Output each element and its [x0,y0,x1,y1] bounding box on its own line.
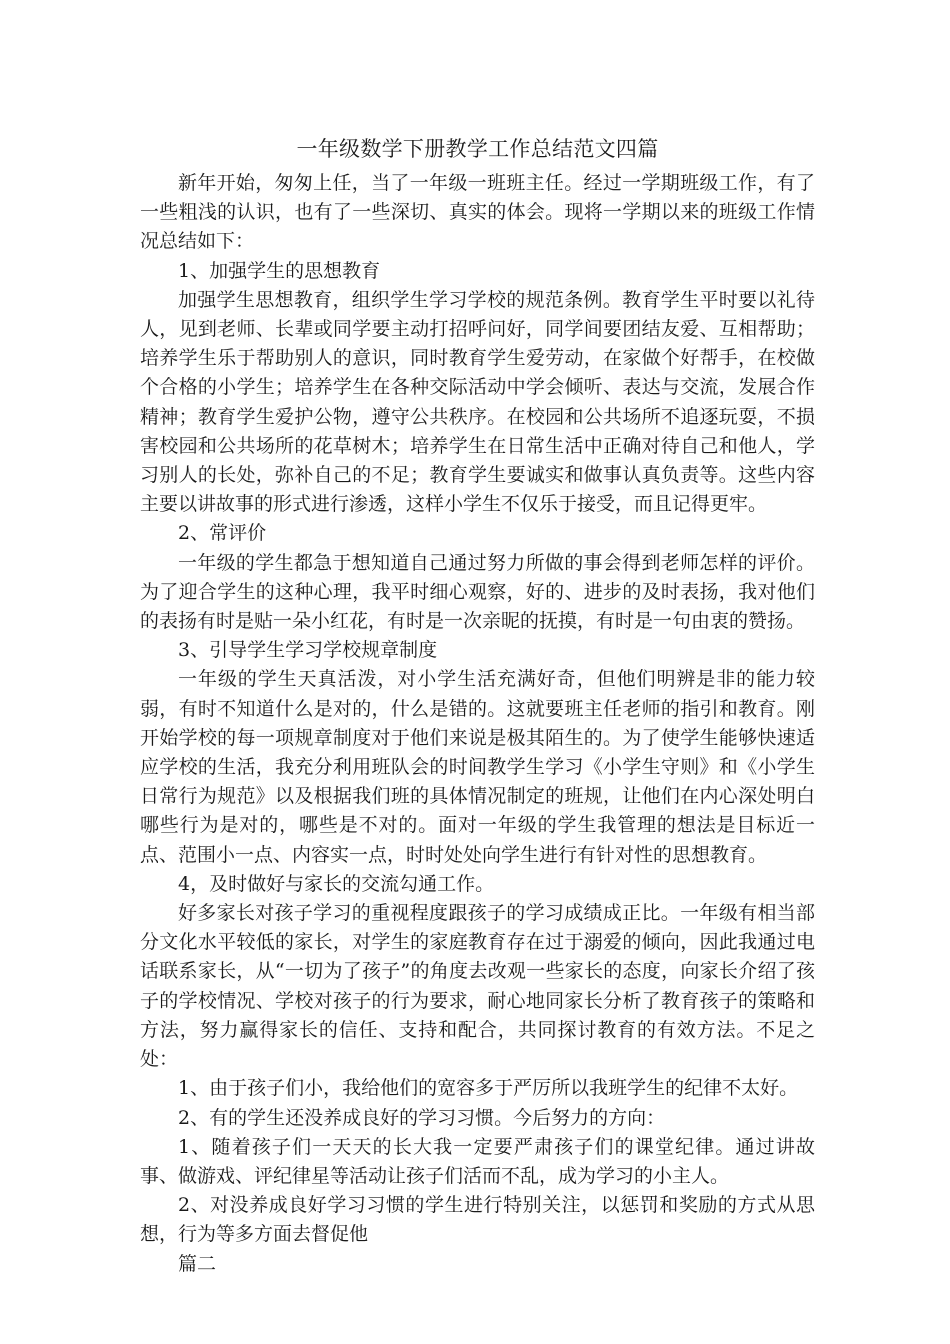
document-title: 一年级数学下册教学工作总结范文四篇 [296,137,659,161]
part-two-heading: 篇二 [178,1252,217,1275]
section-heading-2: 2、常评价 [178,522,267,545]
intro-paragraph: 新年开始，匆匆上任，当了一年级一班班主任。经过一学期班级工作，有了一些粗浅的认识，也有了一些深切、真实的体会。现将一学期以来的班级工作情况总结如下： [140,172,815,253]
section-heading-3: 3、引导学生学习学校规章制度 [178,639,438,662]
document-body [140,134,815,1279]
section-paragraph-1: 加强学生思想教育，组织学生学习学校的规范条例。教育学生平时要以礼待人，见到老师、长辈或同学要主动打招呼问好，同学间要团结友爱、互相帮助；培养学生乐于帮助别人的意识，同时教育学生爱劳动，在家做个好帮手，在校做个合格的小学生；培养学生在各种交际活动中学会倾听、表达与交流，发展合作精神；教育学生爱护公物，遵守公共秩序。在校园和公共场所不追逐玩耍，不损害校园和公共场所的花草树木；培养学生在日常生活中正确对待自己和他人，学习别人的长处，弥补自己的不足；教育学生要诚实和做事认真负责等。这些内容主要以讲故事的形式进行渗透，这样小学生不仅乐于接受，而且记得更牢。 [140,288,815,516]
shortcoming-item-2: 2、有的学生还没养成良好的学习习惯。今后努力的方向： [178,1106,666,1129]
section-paragraph-4: 好多家长对孩子学习的重视程度跟孩子的学习成绩成正比。一年级有相当部分文化水平较低的家长，对学生的家庭教育存在过于溺爱的倾向，因此我通过电话联系家长，从“一切为了孩子”的角度去改观一些家长的态度，向家长介绍了孩子的学校情况、学校对孩子的行为要求，耐心地同家长分析了教育孩子的策略和方法，努力赢得家长的信任、支持和配合，共同探讨教育的有效方法。不足之处： [140,902,815,1071]
direction-item-1: 1、随着孩子们一天天的长大我一定要严肃孩子们的课堂纪律。通过讲故事、做游戏、评纪律星等活动让孩子们活而不乱，成为学习的小主人。 [140,1135,815,1187]
section-heading-4: 4，及时做好与家长的交流勾通工作。 [178,872,495,895]
section-paragraph-3: 一年级的学生天真活泼，对小学生活充满好奇，但他们明辨是非的能力较弱，有时不知道什么是对的，什么是错的。这就要班主任老师的指引和教育。刚开始学校的每一项规章制度对于他们来说是极其陌生的。为了使学生能够快速适应学校的生活，我充分利用班队会的时间教学生学习《小学生守则》和《小学生日常行为规范》以及根据我们班的具体情况制定的班规，让他们在内心深处明白哪些行为是对的，哪些是不对的。面对一年级的学生我管理的想法是目标近一点、范围小一点、内容实一点，时时处处向学生进行有针对性的思想教育。 [140,668,815,866]
section-paragraph-2: 一年级的学生都急于想知道自己通过努力所做的事会得到老师怎样的评价。为了迎合学生的这种心理，我平时细心观察，好的、进步的及时表扬，我对他们的表扬有时是贴一朵小红花，有时是一次亲昵的抚摸，有时是一句由衷的赞扬。 [140,551,815,633]
section-heading-1: 1、加强学生的思想教育 [178,259,381,282]
direction-item-2: 2、对没养成良好学习习惯的学生进行特别关注，以惩罚和奖励的方式从思想，行为等多方面去督促他 [140,1194,815,1246]
shortcoming-item-1: 1、由于孩子们小，我给他们的宽容多于严厉所以我班学生的纪律不太好。 [178,1077,799,1100]
